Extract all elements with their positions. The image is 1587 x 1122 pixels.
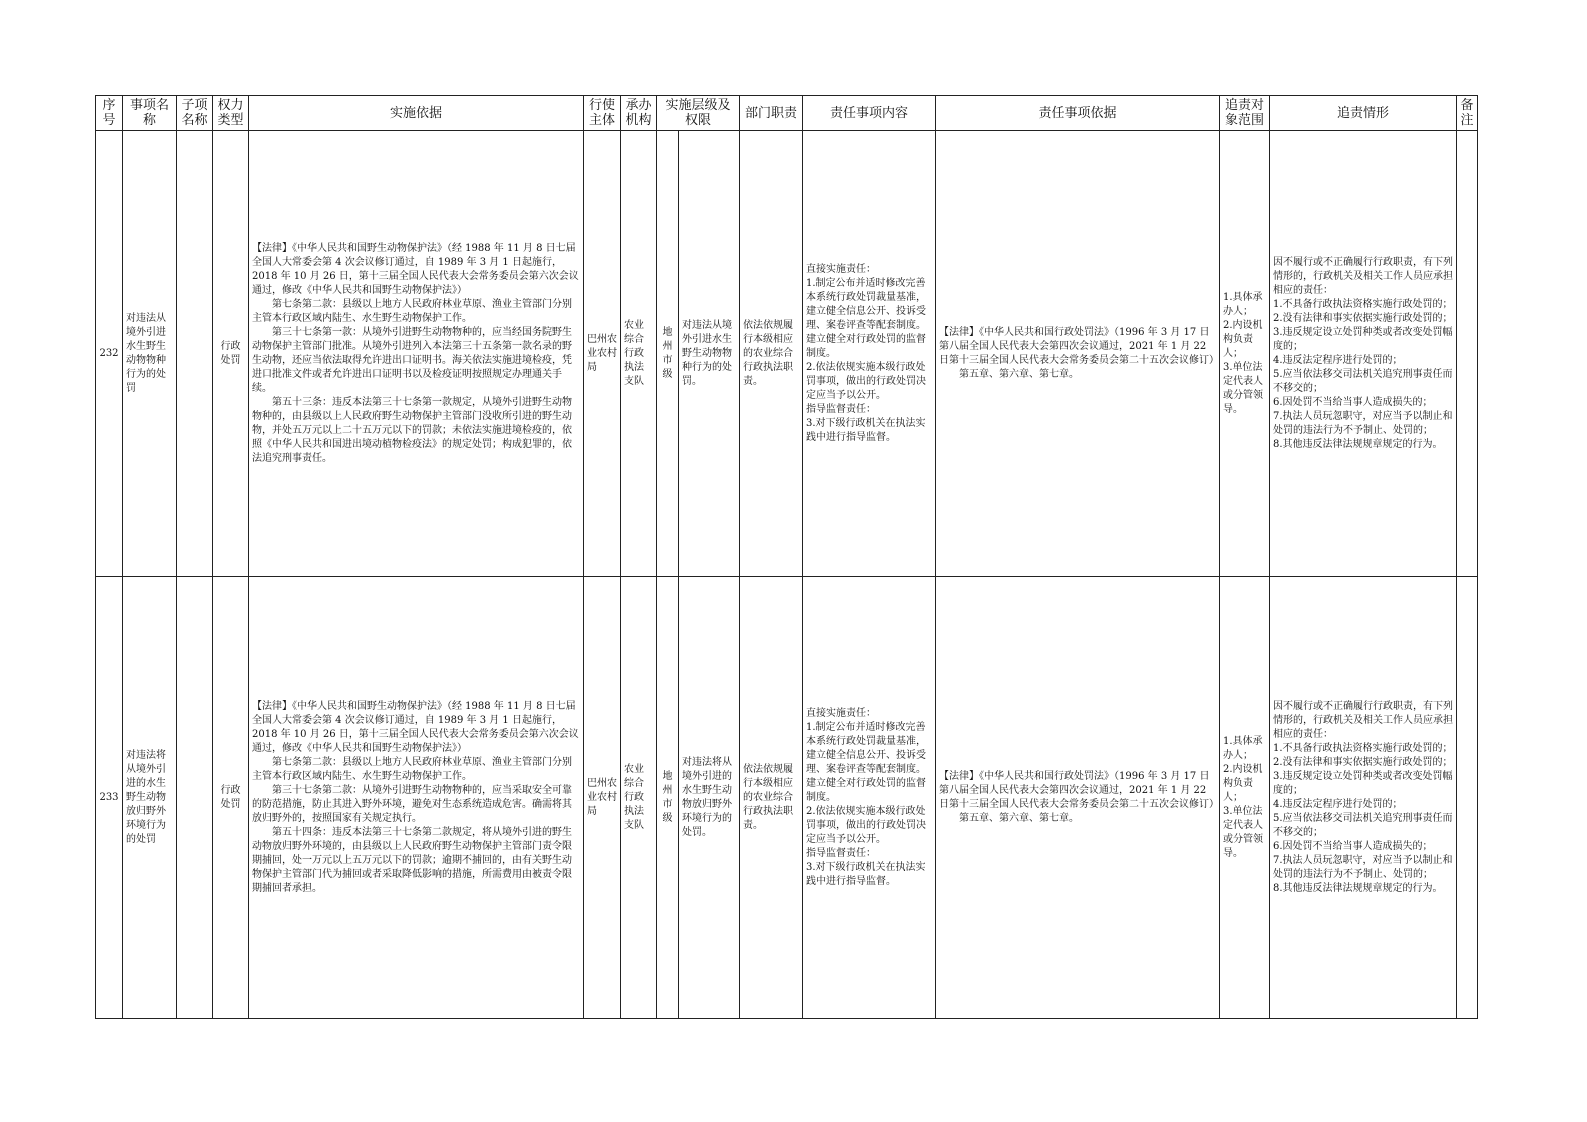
situation-line: 2.没有法律和事实依据实施行政处罚的； [1273, 312, 1453, 324]
scope-line: 3.单位法定代表人或分管领导。 [1223, 361, 1264, 415]
scope-line: 2.内设机构负责人； [1223, 763, 1263, 803]
resp-basis-paragraph: 第五章、第六章、第七章。 [959, 368, 1080, 380]
cell-basis [249, 577, 584, 1019]
situation-line: 4.违反法定程序进行处罚的； [1273, 354, 1403, 366]
table-row [96, 577, 1478, 1019]
resp-line: 2.依法依规实施本级行政处罚事项，做出的行政处罚决定应当予以公开。 [806, 805, 927, 845]
cell-no: 233 [96, 577, 123, 1019]
header-sub-name: 子项名称 [177, 96, 213, 131]
basis-paragraph: 第三十七条第二款：从境外引进野生动物物种的，应当采取安全可靠的防范措施，防止其进入野外环境，避免对生态系统造成危害。确需将其放归野外的，按照国家有关规定执行。 [252, 784, 572, 824]
cell-scope [1220, 577, 1270, 1019]
resp-line: 3.对下级行政机关在执法实践中进行指导监督。 [806, 417, 926, 443]
cell-scope [1220, 131, 1270, 577]
header-remark: 备注 [1457, 96, 1478, 131]
situation-line: 5.应当依法移交司法机关追究刑事责任而不移交的； [1273, 812, 1453, 838]
resp-line: 直接实施责任： [806, 707, 877, 719]
resp-basis-paragraph: 【法律】《中华人民共和国行政处罚法》（1996 年 3 月 17 日第八届全国人民代表大会第四次会议通过，2021 年 1 月 22 日第十三届全国人民代表大会常务委员会第二十五次会议修订） [939, 326, 1220, 366]
cell-level: 地州市级 [657, 577, 679, 1019]
situation-line: 3.违反规定设立处罚种类或者改变处罚幅度的； [1273, 326, 1453, 352]
cell-dept-duty: 依法依规履行本级相应的农业综合行政执法职责。 [740, 577, 803, 1019]
header-agency: 承办机构 [621, 96, 657, 131]
scope-line: 1.具体承办人； [1223, 291, 1263, 317]
header-resp-content: 责任事项内容 [803, 96, 936, 131]
situation-line: 5.应当依法移交司法机关追究刑事责任而不移交的； [1273, 368, 1453, 394]
header-no: 序号 [96, 96, 123, 131]
basis-paragraph: 第三十七条第一款：从境外引进野生动物物种的，应当经国务院野生动物保护主管部门批准。从境外引进列入本法第三十五条第一款名录的野生动物，还应当依法取得允许进出口证明书。海关依法实施进境检疫，凭进口批准文件或者允许进出口证明书以及检疫证明按照规定办理通关手续。 [252, 326, 572, 394]
resp-line: 1.制定公布并适时修改完善本系统行政处罚裁量基准，建立健全信息公开、投诉受理、案卷评查等配套制度。建立健全对行政处罚的监督制度。 [806, 277, 927, 359]
situation-line: 3.违反规定设立处罚种类或者改变处罚幅度的； [1273, 770, 1453, 796]
scope-line: 2.内设机构负责人； [1223, 319, 1263, 359]
situation-line: 7.执法人员玩忽职守，对应当予以制止和处罚的违法行为不予制止、处罚的； [1273, 410, 1453, 436]
resp-basis-paragraph: 第五章、第六章、第七章。 [959, 812, 1080, 824]
cell-agency: 农业综合行政执法支队 [621, 577, 657, 1019]
basis-paragraph: 第五十四条：违反本法第三十七条第二款规定，将从境外引进的野生动物放归野外环境的，由县级以上人民政府野生动物保护主管部门责令限期捕回，处一万元以上五万元以下的罚款；逾期不捕回的，由有关野生动物保护主管部门代为捕回或者采取降低影响的措施，所需费用由被责令限期捕回者承担。 [252, 826, 572, 894]
situation-line: 6.因处罚不当给当事人造成损失的； [1273, 396, 1433, 408]
cell-basis [249, 131, 584, 577]
cell-dept-duty: 依法依规履行本级相应的农业综合行政执法职责。 [740, 131, 803, 577]
cell-resp-content [803, 131, 936, 577]
situation-line: 因不履行或不正确履行行政职责，有下列情形的，行政机关及相关工作人员应承担相应的责任： [1273, 256, 1454, 296]
cell-sub-name [177, 577, 213, 1019]
header-basis: 实施依据 [249, 96, 584, 131]
table-row [96, 131, 1478, 577]
accountability-table [95, 95, 1478, 1019]
resp-line: 指导监督责任： [806, 403, 877, 415]
cell-no: 232 [96, 131, 123, 577]
cell-remark [1457, 131, 1478, 577]
resp-basis-paragraph: 【法律】《中华人民共和国行政处罚法》（1996 年 3 月 17 日第八届全国人民代表大会第四次会议通过，2021 年 1 月 22 日第十三届全国人民代表大会常务委员会第二十五次会议修订） [939, 770, 1220, 810]
cell-level-detail: 对违法将从境外引进的水生野生动物放归野外环境行为的处罚。 [679, 577, 740, 1019]
cell-item-name: 对违法从境外引进水生野生动物物种行为的处罚 [123, 131, 177, 577]
cell-subject: 巴州农业农村局 [584, 131, 621, 577]
header-subject: 行使主体 [584, 96, 621, 131]
scope-line: 3.单位法定代表人或分管领导。 [1223, 805, 1264, 859]
header-scope: 追责对象范围 [1220, 96, 1270, 131]
basis-paragraph: 第七条第二款：县级以上地方人民政府林业草原、渔业主管部门分别主管本行政区域内陆生、水生野生动物保护工作。 [252, 298, 572, 324]
resp-line: 3.对下级行政机关在执法实践中进行指导监督。 [806, 861, 926, 887]
header-situation: 追责情形 [1270, 96, 1457, 131]
situation-line: 8.其他违反法律法规规章规定的行为。 [1273, 438, 1443, 450]
cell-situation [1270, 577, 1457, 1019]
cell-power-type: 行政处罚 [213, 577, 249, 1019]
situation-line: 因不履行或不正确履行行政职责，有下列情形的，行政机关及相关工作人员应承担相应的责任： [1273, 700, 1454, 740]
resp-line: 2.依法依规实施本级行政处罚事项，做出的行政处罚决定应当予以公开。 [806, 361, 927, 401]
cell-subject: 巴州农业农村局 [584, 577, 621, 1019]
header-resp-basis: 责任事项依据 [936, 96, 1220, 131]
cell-situation [1270, 131, 1457, 577]
cell-item-name: 对违法将从境外引进的水生野生动物放归野外环境行为的处罚 [123, 577, 177, 1019]
cell-remark [1457, 577, 1478, 1019]
cell-level-detail: 对违法从境外引进水生野生动物物种行为的处罚。 [679, 131, 740, 577]
cell-power-type: 行政处罚 [213, 131, 249, 577]
situation-line: 4.违反法定程序进行处罚的； [1273, 798, 1403, 810]
basis-paragraph: 【法律】《中华人民共和国野生动物保护法》（经 1988 年 11 月 8 日七届全国人大常委会第 4 次会议修订通过，自 1989 年 3 月 1 日起施行，2018 年 10 月 26 日，第十三届全国人民代表大会常务委员会第六次会议通过，修改《中华人民共和国野生动物保护法》） [252, 700, 579, 754]
cell-resp-basis [936, 131, 1220, 577]
header-item-name: 事项名称 [123, 96, 177, 131]
situation-line: 2.没有法律和事实依据实施行政处罚的； [1273, 756, 1453, 768]
situation-line: 6.因处罚不当给当事人造成损失的； [1273, 840, 1433, 852]
cell-agency: 农业综合行政执法支队 [621, 131, 657, 577]
cell-resp-content [803, 577, 936, 1019]
header-row [96, 96, 1478, 131]
situation-line: 8.其他违反法律法规规章规定的行为。 [1273, 882, 1443, 894]
header-power-type: 权力类型 [213, 96, 249, 131]
cell-resp-basis [936, 577, 1220, 1019]
basis-paragraph: 第七条第二款：县级以上地方人民政府林业草原、渔业主管部门分别主管本行政区域内陆生、水生野生动物保护工作。 [252, 756, 572, 782]
resp-line: 直接实施责任： [806, 263, 877, 275]
situation-line: 1.不具备行政执法资格实施行政处罚的； [1273, 742, 1453, 754]
situation-line: 1.不具备行政执法资格实施行政处罚的； [1273, 298, 1453, 310]
situation-line: 7.执法人员玩忽职守，对应当予以制止和处罚的违法行为不予制止、处罚的； [1273, 854, 1453, 880]
cell-level: 地州市级 [657, 131, 679, 577]
scope-line: 1.具体承办人； [1223, 735, 1263, 761]
cell-sub-name [177, 131, 213, 577]
basis-paragraph: 第五十三条：违反本法第三十七条第一款规定，从境外引进野生动物物种的，由县级以上人民政府野生动物保护主管部门没收所引进的野生动物，并处五万元以上二十五万元以下的罚款；未依法实施进境检疫的，依照《中华人民共和国进出境动植物检疫法》的规定处罚；构成犯罪的，依法追究刑事责任。 [252, 396, 572, 464]
header-dept-duty: 部门职责 [740, 96, 803, 131]
resp-line: 1.制定公布并适时修改完善本系统行政处罚裁量基准，建立健全信息公开、投诉受理、案卷评查等配套制度。建立健全对行政处罚的监督制度。 [806, 721, 927, 803]
header-level: 实施层级及权限 [657, 96, 740, 131]
resp-line: 指导监督责任： [806, 847, 877, 859]
basis-paragraph: 【法律】《中华人民共和国野生动物保护法》（经 1988 年 11 月 8 日七届全国人大常委会第 4 次会议修订通过，自 1989 年 3 月 1 日起施行，2018 年 10 月 26 日，第十三届全国人民代表大会常务委员会第六次会议通过，修改《中华人民共和国野生动物保护法》） [252, 242, 579, 296]
